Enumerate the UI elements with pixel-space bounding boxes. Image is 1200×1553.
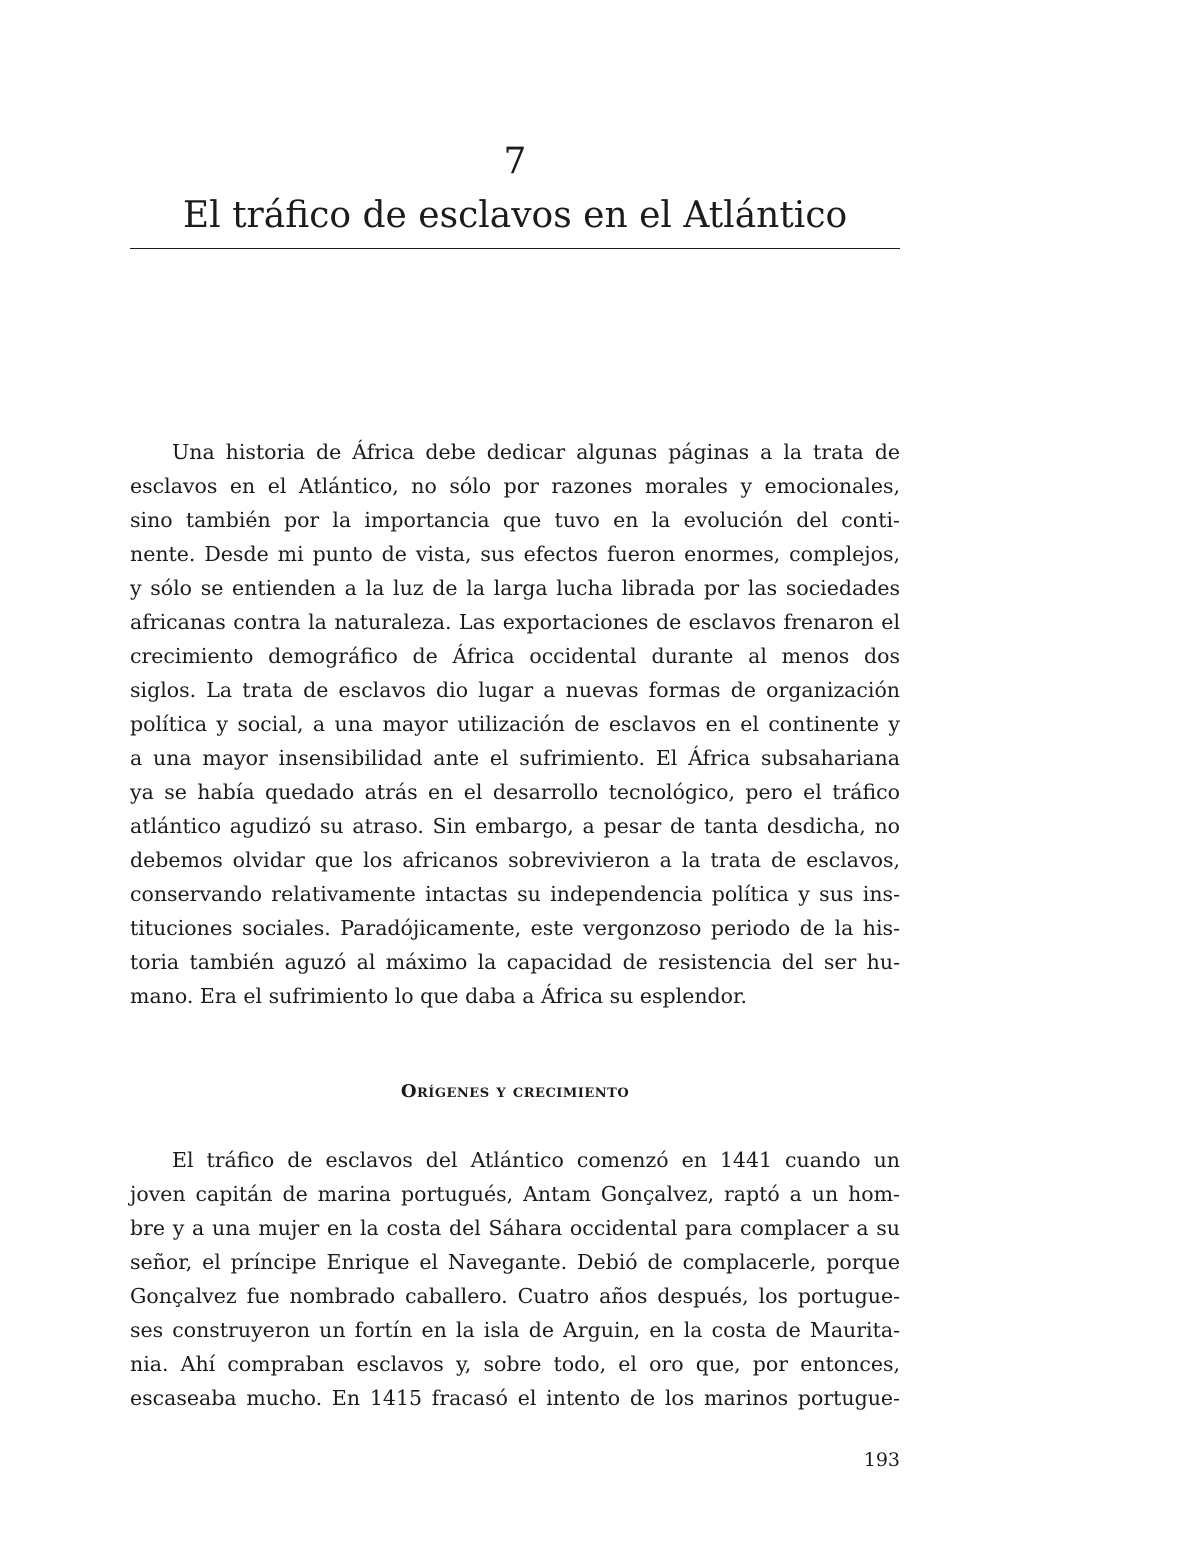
paragraph-line: política y social, a una mayor utilización de esclavos en el continente y bbox=[130, 712, 900, 736]
paragraph-line: El tráfico de esclavos del Atlántico comenzó en 1441 cuando un bbox=[172, 1148, 900, 1172]
paragraph-line: Una historia de África debe dedicar algunas páginas a la trata de bbox=[172, 440, 900, 464]
paragraph-line: señor, el príncipe Enrique el Navegante. Debió de complacerle, porque bbox=[130, 1250, 900, 1274]
paragraph-line: africanas contra la naturaleza. Las exportaciones de esclavos frenaron el bbox=[130, 610, 900, 634]
paragraph-line: crecimiento demográfico de África occidental durante al menos dos bbox=[130, 644, 900, 668]
section-paragraph bbox=[130, 1143, 900, 1415]
paragraph-line: tituciones sociales. Paradójicamente, este vergonzoso periodo de la his- bbox=[130, 916, 900, 940]
paragraph-line: sino también por la importancia que tuvo en la evolución del conti- bbox=[130, 508, 900, 532]
paragraph-line: atlántico agudizó su atraso. Sin embargo, a pesar de tanta desdicha, no bbox=[130, 814, 900, 838]
paragraph-line: nia. Ahí compraban esclavos y, sobre todo, el oro que, por entonces, bbox=[130, 1352, 900, 1376]
chapter-title: El tráfico de esclavos en el Atlántico bbox=[182, 195, 848, 236]
paragraph-line: y sólo se entienden a la luz de la larga lucha librada por las sociedades bbox=[130, 576, 900, 600]
paragraph-line: ya se había quedado atrás en el desarrollo tecnológico, pero el tráfico bbox=[130, 780, 900, 804]
paragraph-line: bre y a una mujer en la costa del Sáhara occidental para complacer a su bbox=[130, 1216, 900, 1240]
chapter-number: 7 bbox=[503, 141, 527, 182]
page-number: 193 bbox=[863, 1449, 900, 1471]
section-heading: Orígenes y crecimiento bbox=[400, 1081, 630, 1102]
paragraph-line: toria también aguzó al máximo la capacidad de resistencia del ser hu- bbox=[130, 950, 900, 974]
paragraph-line: joven capitán de marina portugués, Antam Gonçalvez, raptó a un hom- bbox=[130, 1182, 900, 1206]
paragraph-line: conservando relativamente intactas su independencia política y sus ins- bbox=[130, 882, 900, 906]
paragraph-line: debemos olvidar que los africanos sobrevivieron a la trata de esclavos, bbox=[130, 848, 900, 872]
paragraph-line: esclavos en el Atlántico, no sólo por razones morales y emocionales, bbox=[130, 474, 900, 498]
intro-paragraph bbox=[130, 435, 900, 1013]
paragraph-line: ses construyeron un fortín en la isla de Arguin, en la costa de Maurita- bbox=[130, 1318, 900, 1342]
paragraph-line: escaseaba mucho. En 1415 fracasó el intento de los marinos portugue- bbox=[130, 1386, 900, 1410]
title-divider bbox=[130, 248, 900, 249]
paragraph-line: a una mayor insensibilidad ante el sufrimiento. El África subsahariana bbox=[130, 746, 900, 770]
paragraph-line: mano. Era el sufrimiento lo que daba a África su esplendor. bbox=[130, 984, 748, 1008]
paragraph-line: siglos. La trata de esclavos dio lugar a nuevas formas de organización bbox=[130, 678, 900, 702]
paragraph-line: nente. Desde mi punto de vista, sus efectos fueron enormes, complejos, bbox=[130, 542, 900, 566]
paragraph-line: Gonçalvez fue nombrado caballero. Cuatro años después, los portugue- bbox=[130, 1284, 900, 1308]
